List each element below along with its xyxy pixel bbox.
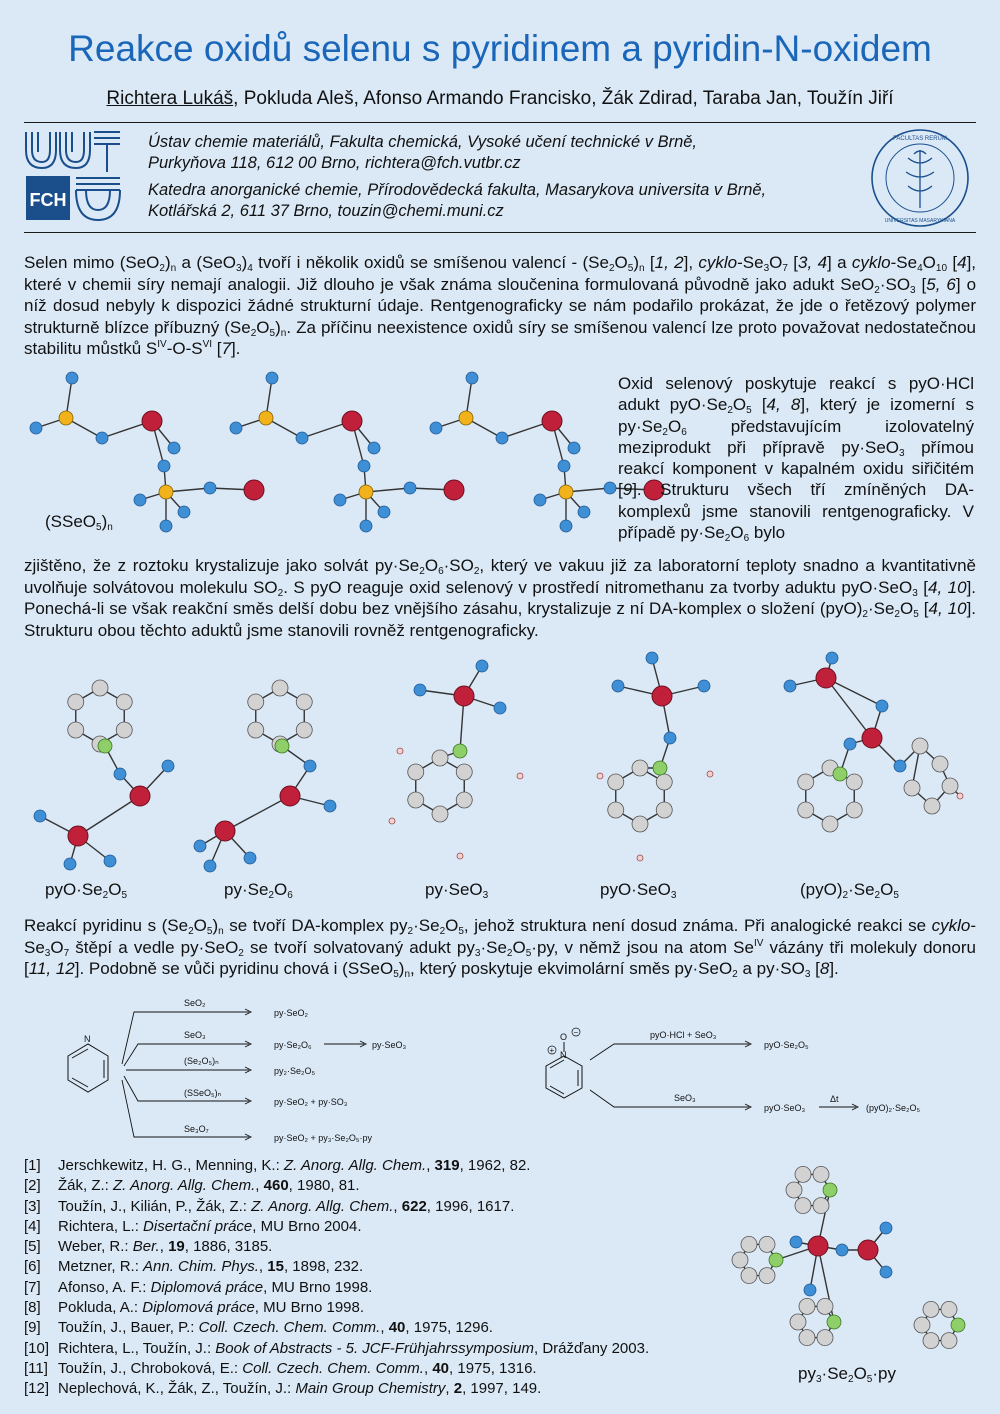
carbon-atom: [656, 774, 672, 790]
oxygen-atom: [104, 855, 116, 867]
carbon-atom: [813, 1166, 829, 1182]
py3-se2o5-py-structure: [700, 1150, 990, 1360]
product-pyo2-se2o5: (pyO)₂·Se₂O₅: [866, 1103, 921, 1113]
selenium-atom: [454, 686, 474, 706]
co-authors: , Pokluda Aleš, Afonso Armando Francisko, Žák Zdirad, Taraba Jan, Toužín Jiří: [233, 88, 894, 109]
product-py-seo2: py·SeO₂: [274, 1008, 309, 1018]
oxygen-atom: [494, 702, 506, 714]
selenium-atom: [142, 411, 162, 431]
reagent-pyo-hcl: pyO·HCl + SeO₃: [650, 1030, 717, 1040]
carbon-atom: [912, 738, 928, 754]
selenium-atom: [280, 786, 300, 806]
oxygen-atom: [368, 442, 380, 454]
label-py-se2o6: $py\cdot Se_2O_6$: [224, 880, 293, 901]
bond: [225, 796, 290, 831]
oxygen-atom: [466, 372, 478, 384]
oxygen-atom: [558, 460, 570, 472]
hydrogen-atom: [957, 793, 963, 799]
carbon-atom: [759, 1236, 775, 1252]
product-py2-se2o5: py₂·Se₂O₅: [274, 1066, 316, 1076]
oxygen-atom: [304, 760, 316, 772]
nitrogen-atom: [453, 744, 467, 758]
carbon-atom: [846, 802, 862, 818]
sulfur-atom: [159, 485, 173, 499]
reference-12: [12] Neplechová, K., Žák, Z., Toužín, J.: Main Group Chemistry, 2, 1997, 149.: [24, 1380, 542, 1398]
sulfur-atom: [459, 411, 473, 425]
continuation-paragraph: zjištěno, že z roztoku krystalizuje jako solvát $py\cdot Se_2O_6\cdot SO_2$, který ve vakuu již za laboratorní teploty snadno a kvantitativně uvolňuje solvátovou molekulu $SO_2$. S pyO reaguje oxid selenový v prostředí nitromethanu za tvorby aduktu pyO·SeO$_3$ [4, 10]. Ponechá-li se však reakční směs delší dobu bez vnějšího zásahu, krystalizuje z ní DA-komplex o složení $(pyO)_2\cdot Se_2O_5$ [4, 10]. Strukturu obou těchto aduktů jsme stanovili rovněž rentgenograficky.: [24, 556, 977, 640]
reference-4: [4] Richtera, L.: Disertační práce, MU Brno 2004.: [24, 1217, 362, 1235]
oxygen-atom: [266, 372, 278, 384]
reagent-seo2: SeO₂: [184, 998, 206, 1008]
label-pyo-seo3: pyO·SeO$_3$: [600, 880, 677, 901]
carbon-atom: [456, 792, 472, 808]
svg-text:UNIVERSITAS MASARYKIANA: UNIVERSITAS MASARYKIANA: [884, 218, 956, 224]
carbon-atom: [923, 1333, 939, 1349]
carbon-atom: [608, 802, 624, 818]
reagent-sseo5: (SSeO₅)ₙ: [184, 1088, 222, 1098]
carbon-atom: [799, 1298, 815, 1314]
carbon-atom: [798, 774, 814, 790]
reagent-se2o5: (Se₂O₅)ₙ: [184, 1056, 219, 1066]
sulfur-atom: [259, 411, 273, 425]
poster-title: Reakce oxidů selenu s pyridinem a pyridin-N-oxidem: [68, 28, 932, 69]
molecular-structures-row: [20, 646, 980, 876]
reference-9: [9] Toužín, J., Bauer, P.: Coll. Czech. Chem. Comm., 40, 1975, 1296.: [24, 1319, 493, 1337]
product-py-se2o6: py·Se₂O₆: [274, 1040, 312, 1050]
label-pyo-se2o5: $pyO\cdot Se_2O_5$: [45, 880, 127, 901]
product-pyo-seo3: pyO·SeO₃: [764, 1103, 806, 1113]
oxygen-atom: [568, 442, 580, 454]
pyridine-paragraph: Reakcí pyridinu s $(Se_2O_5)_n$ se tvoří DA-komplex $py_2\cdot Se_2O_5$, jehož struktura není dosud známa. Při analogické reakci se cyklo-$Se_3O_7$ štěpí a vedle py·SeO$_2$ se tvoří solvatovaný adukt $py_3\cdot Se_2O_5\cdot py$, v němž jsou na atom $Se^{IV}$ vázány tři molekuly donoru [11, 12]. Podobně se vůči pyridinu chová i $(SSeO_5)_n$, který poskytuje ekvimolární směs py·SeO$_2$ a $py\cdot SO_3$ [8].: [24, 916, 976, 981]
oxygen-atom: [194, 840, 206, 852]
oxygen-atom: [204, 482, 216, 494]
oxygen-atom: [578, 506, 590, 518]
bottom-divider: [24, 232, 976, 233]
carbon-atom: [632, 760, 648, 776]
oxygen-atom: [244, 852, 256, 864]
oxygen-atom: [698, 680, 710, 692]
hydrogen-atom: [637, 855, 643, 861]
nitrogen-atom: [98, 739, 112, 753]
oxygen-atom: [334, 494, 346, 506]
carbon-atom: [741, 1268, 757, 1284]
sulfur-atom: [559, 485, 573, 499]
carbon-atom: [924, 798, 940, 814]
selenium-atom: [342, 411, 362, 431]
hydrogen-atom: [397, 748, 403, 754]
reference-10: [10] Richtera, L., Toužín, J.: Book of Abstracts - 5. JCF-Frühjahrssymposium, Drážďany 2003.: [24, 1339, 650, 1357]
carbon-atom: [813, 1198, 829, 1214]
pyridine-ring: [68, 1034, 108, 1092]
carbon-atom: [941, 1333, 957, 1349]
carbon-atom: [941, 1301, 957, 1317]
oxygen-atom: [404, 482, 416, 494]
oxygen-atom: [430, 422, 442, 434]
oxygen-atom: [894, 760, 906, 772]
selenium-atom: [444, 480, 464, 500]
carbon-atom: [656, 802, 672, 818]
reagent-se3o7: Se₃O₇: [184, 1124, 209, 1134]
carbon-atom: [786, 1182, 802, 1198]
carbon-atom: [817, 1330, 833, 1346]
reference-6: [6] Metzner, R.: Ann. Chim. Phys., 15, 1898, 232.: [24, 1258, 364, 1276]
reagent-seo3-right: SeO₃: [674, 1093, 696, 1103]
oxygen-atom: [162, 760, 174, 772]
vut-fch-logo: [24, 128, 121, 222]
product-py-seo3: py·SeO₃: [372, 1040, 407, 1050]
reference-3: [3] Toužín, J., Kilián, P., Žák, Z.: Z. Anorg. Allg. Chem., 622, 1996, 1617.: [24, 1197, 515, 1215]
carbon-atom: [932, 756, 948, 772]
oxygen-atom: [646, 652, 658, 664]
selenium-atom: [816, 668, 836, 688]
product-pyo-se2o5: pyO·Se₂O₅: [764, 1040, 809, 1050]
nitrogen-atom: [833, 767, 847, 781]
oxygen-atom: [804, 1284, 816, 1296]
svg-text:+: +: [549, 1046, 555, 1055]
hydrogen-atom: [517, 773, 523, 779]
reference-2: [2] Žák, Z.: Z. Anorg. Allg. Chem., 460, 1980, 81.: [24, 1177, 360, 1195]
carbon-atom: [632, 816, 648, 832]
carbon-atom: [432, 750, 448, 766]
oxygen-atom: [296, 432, 308, 444]
reference-8: [8] Pokluda, A.: Diplomová práce, MU Brno 1998.: [24, 1299, 365, 1317]
svg-text:N: N: [560, 1050, 567, 1060]
oxygen-atom: [880, 1266, 892, 1278]
bond: [826, 678, 872, 738]
reagent-seo3: SeO₃: [184, 1030, 206, 1040]
oxygen-atom: [560, 520, 572, 532]
carbon-atom: [923, 1301, 939, 1317]
authors-line: [0, 88, 1000, 110]
selenium-atom: [68, 826, 88, 846]
carbon-atom: [846, 774, 862, 790]
selenium-atom: [130, 786, 150, 806]
svg-text:FCH: FCH: [29, 190, 67, 210]
oxygen-atom: [612, 680, 624, 692]
reference-1: [1] Jerschkewitz, H. G., Menning, K.: Z. Anorg. Allg. Chem., 319, 1962, 82.: [24, 1157, 531, 1174]
carbon-atom: [92, 680, 108, 696]
oxygen-atom: [204, 860, 216, 872]
reference-5: [5] Weber, R.: Ber., 19, 1886, 3185.: [24, 1238, 273, 1256]
oxygen-atom: [34, 810, 46, 822]
side-paragraph: Oxid selenový poskytuje reakcí s pyO·HCl adukt $pyO\cdot Se_2O_5$ [4, 8], který je izomerní s $py\cdot Se_2O_6$ představujícím izolovatelný meziprodukt při přípravě py·SeO$_3$ přímou reakcí komponent v kapalném oxidu siřičitém [9]. Strukturu všech tří zmíněných DA-komplexů jsme stanovili rentgenograficky. V případě $py\cdot Se_2O_6$ bylo: [618, 374, 974, 545]
label-py3-se2o5-py: $py_3\cdot Se_2O_5\cdot py$: [798, 1364, 896, 1385]
carbon-atom: [68, 694, 84, 710]
selenium-atom: [808, 1236, 828, 1256]
hydrogen-atom: [457, 853, 463, 859]
product-py-seo2-py3: py·SeO₂ + py₃·Se₂O₅·py: [274, 1133, 373, 1143]
carbon-atom: [608, 774, 624, 790]
carbon-atom: [942, 778, 958, 794]
product-py-seo2-py-so3: py·SeO₂ + py·SO₃: [274, 1097, 348, 1107]
carbon-atom: [68, 722, 84, 738]
carbon-atom: [795, 1198, 811, 1214]
svg-text:O: O: [560, 1032, 568, 1042]
oxygen-atom: [30, 422, 42, 434]
oxygen-atom: [790, 1236, 802, 1248]
carbon-atom: [456, 764, 472, 780]
nitrogen-atom: [951, 1318, 965, 1332]
carbon-atom: [741, 1236, 757, 1252]
oxygen-atom: [134, 494, 146, 506]
label-pyo2-se2o5: $(pyO)_2\cdot Se_2O_5$: [800, 880, 899, 901]
carbon-atom: [408, 764, 424, 780]
selenium-atom: [542, 411, 562, 431]
intro-paragraph: Selen mimo $(SeO_2)_n$ a $(SeO_3)_4$ tvoří i několik oxidů se smíšenou valencí - $(Se_2O_5)_n$ [1, 2], cyklo-$Se_3O_7$ [3, 4] a cyklo-$Se_4O_{10}$ [4], které v chemii síry nemají analogii. Již dlouho je však známa sloučenina formulovaná původně jako adukt $SeO_2\cdot SO_3$ [5, 6] o níž dosud nebyly k dispozici žádné strukturní údaje. Rentgenograficky se nám podařilo prokázat, že jde o řetězový polymer strukturně blízce příbuzný $(Se_2O_5)_n$. Za příčinu neexistence oxidů síry se smíšenou valencí lze proto považovat nedostatečnou stabilitu můstků $S^{IV}-O-S^{VI}$ [7].: [24, 253, 977, 359]
hydrogen-atom: [389, 818, 395, 824]
oxygen-atom: [66, 372, 78, 384]
carbon-atom: [272, 680, 288, 696]
bond: [78, 796, 140, 836]
selenium-atom: [215, 821, 235, 841]
oxygen-atom: [876, 700, 888, 712]
oxygen-atom: [844, 738, 856, 750]
oxygen-atom: [168, 442, 180, 454]
oxygen-atom: [604, 482, 616, 494]
oxygen-atom: [414, 684, 426, 696]
oxygen-atom: [114, 768, 126, 780]
carbon-atom: [817, 1298, 833, 1314]
carbon-atom: [799, 1330, 815, 1346]
oxygen-atom: [836, 1244, 848, 1256]
nitrogen-atom: [653, 761, 667, 775]
oxygen-atom: [158, 460, 170, 472]
oxygen-atom: [784, 680, 796, 692]
nitrogen-atom: [827, 1315, 841, 1329]
reference-11: [11] Toužín, J., Chroboková, E.: Coll. Czech. Chem. Comm., 40, 1975, 1316.: [24, 1359, 537, 1377]
svg-text:−: −: [573, 1028, 579, 1037]
carbon-atom: [432, 806, 448, 822]
affiliation-2-line-2: Kotlářská 2, 611 37 Brno, touzin@chemi.muni.cz: [148, 202, 504, 220]
carbon-atom: [795, 1166, 811, 1182]
carbon-atom: [914, 1317, 930, 1333]
heat-label: Δt: [830, 1094, 839, 1104]
pyridine-n: N: [84, 1034, 91, 1044]
presenting-author: Richtera Lukáš: [106, 88, 234, 109]
pyridine-n-oxide: [546, 1028, 582, 1098]
carbon-atom: [248, 722, 264, 738]
selenium-atom: [652, 686, 672, 706]
carbon-atom: [296, 722, 312, 738]
carbon-atom: [790, 1314, 806, 1330]
oxygen-atom: [496, 432, 508, 444]
oxygen-atom: [378, 506, 390, 518]
hydrogen-atom: [707, 771, 713, 777]
carbon-atom: [116, 722, 132, 738]
carbon-atom: [904, 780, 920, 796]
oxygen-atom: [96, 432, 108, 444]
sulfur-atom: [359, 485, 373, 499]
nitrogen-atom: [275, 739, 289, 753]
carbon-atom: [822, 816, 838, 832]
oxygen-atom: [880, 1222, 892, 1234]
polymer-label: $(SSeO_5)_n$: [45, 512, 113, 533]
carbon-atom: [296, 694, 312, 710]
oxygen-atom: [664, 732, 676, 744]
selenium-atom: [858, 1240, 878, 1260]
carbon-atom: [759, 1268, 775, 1284]
carbon-atom: [798, 802, 814, 818]
carbon-atom: [732, 1252, 748, 1268]
affiliation-1-line-2: Purkyňova 118, 612 00 Brno, richtera@fch.vutbr.cz: [148, 154, 521, 172]
selenium-atom: [244, 480, 264, 500]
oxygen-atom: [178, 506, 190, 518]
references-list: [24, 1156, 649, 1400]
affiliation-2-line-1: Katedra anorganické chemie, Přírodovědecká fakulta, Masarykova universita v Brně,: [148, 181, 767, 199]
oxygen-atom: [324, 800, 336, 812]
oxygen-atom: [360, 520, 372, 532]
hydrogen-atom: [597, 773, 603, 779]
carbon-atom: [408, 792, 424, 808]
affiliation-1-line-1: Ústav chemie materiálů, Fakulta chemická, Vysoké učení technické v Brně,: [148, 133, 698, 151]
oxygen-atom: [160, 520, 172, 532]
top-divider: [24, 122, 976, 123]
reference-7: [7] Afonso, A. F.: Diplomová práce, MU Brno 1998.: [24, 1278, 373, 1296]
svg-text:FACULTAS RERUM: FACULTAS RERUM: [893, 136, 947, 142]
carbon-atom: [248, 694, 264, 710]
oxygen-atom: [826, 652, 838, 664]
selenium-atom: [862, 728, 882, 748]
oxygen-atom: [476, 660, 488, 672]
oxygen-atom: [64, 858, 76, 870]
university-seal: [870, 128, 970, 228]
sulfur-atom: [59, 411, 73, 425]
oxygen-atom: [230, 422, 242, 434]
nitrogen-atom: [823, 1183, 837, 1197]
reaction-scheme: [24, 994, 976, 1150]
label-py-seo3: py·SeO$_3$: [425, 880, 489, 901]
carbon-atom: [116, 694, 132, 710]
oxygen-atom: [534, 494, 546, 506]
nitrogen-atom: [769, 1253, 783, 1267]
oxygen-atom: [358, 460, 370, 472]
